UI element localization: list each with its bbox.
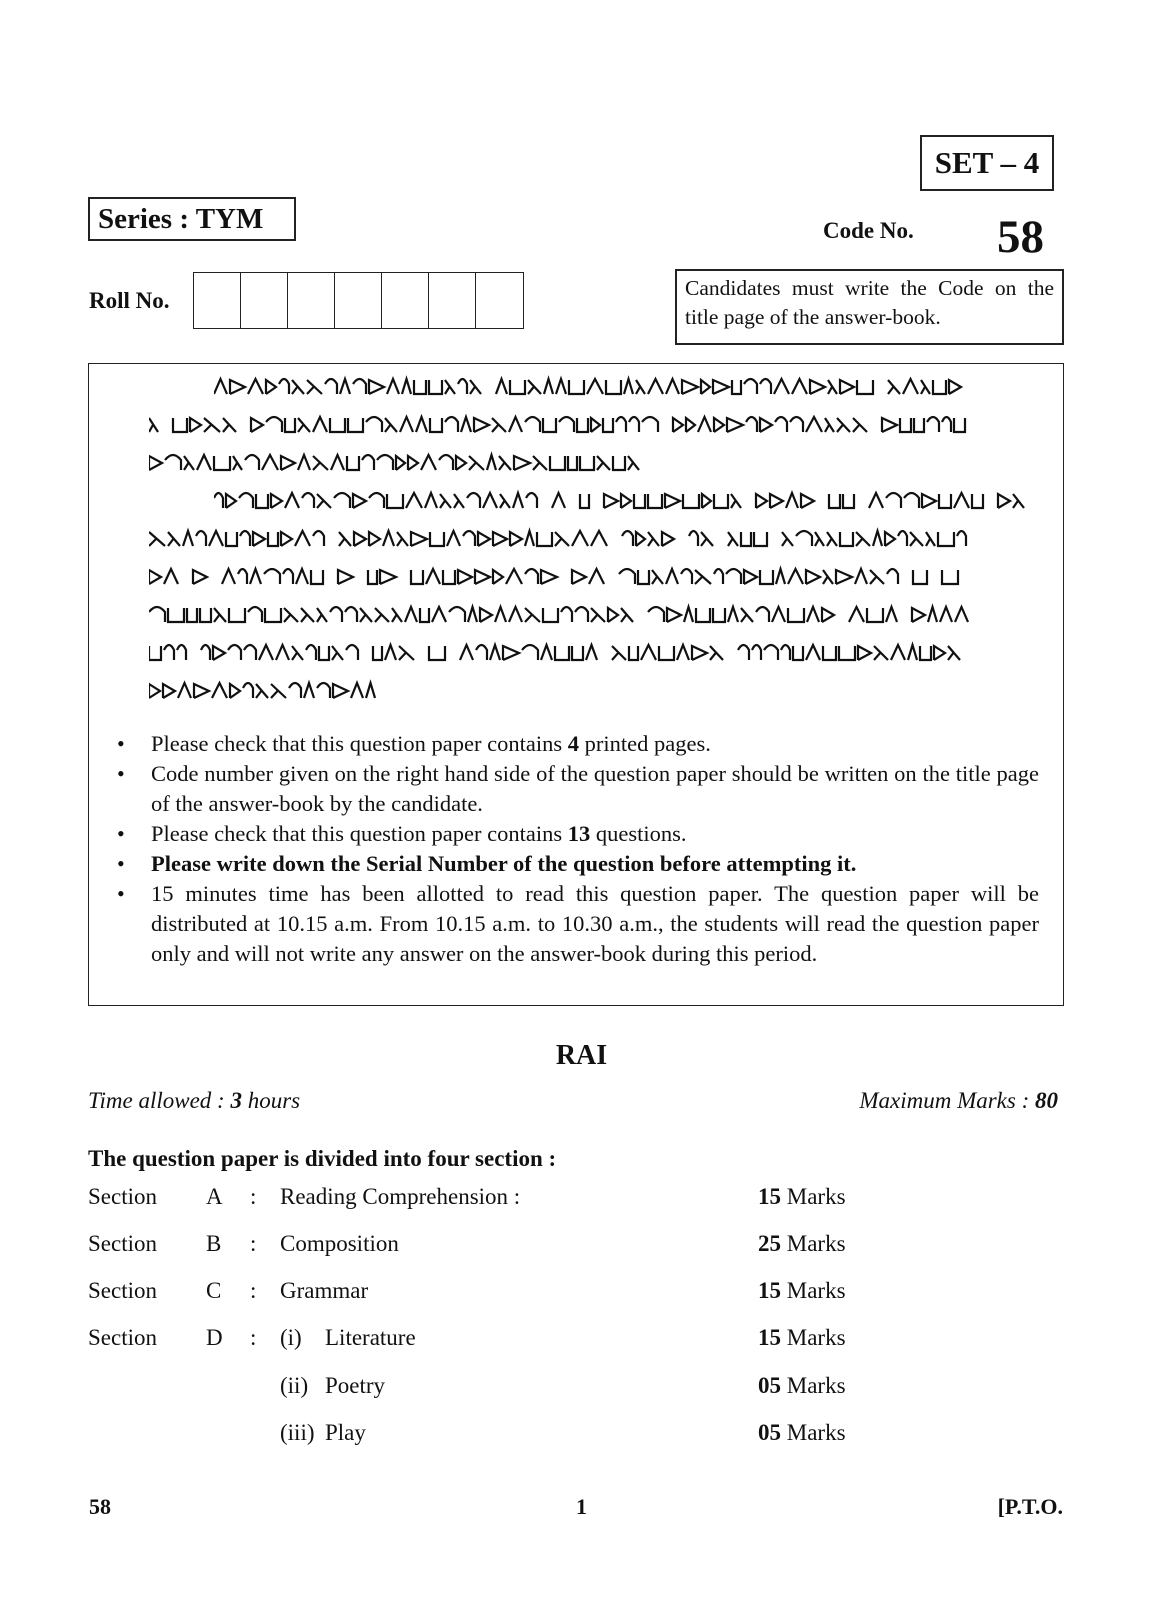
script-text-line (149, 564, 979, 590)
script-text-line (149, 678, 979, 704)
section-row (88, 1373, 988, 1405)
roll-number-grid[interactable] (193, 272, 524, 329)
instruction-list (109, 729, 1039, 969)
section-marks: 05 Marks (758, 1373, 846, 1398)
section-letter: A (206, 1184, 223, 1209)
script-text-line (149, 602, 979, 628)
roll-cell[interactable] (241, 273, 288, 328)
sections-heading: The question paper is divided into four section : (88, 1146, 557, 1171)
section-colon: : (250, 1231, 257, 1256)
section-colon: : (250, 1325, 257, 1350)
section-letter: C (206, 1278, 222, 1303)
section-name: Grammar (280, 1278, 369, 1303)
script-text-line (149, 640, 979, 666)
script-text-line (149, 526, 979, 552)
script-text-line (149, 450, 979, 476)
instruction-item: • Please check that this question paper contains 4 printed pages. (109, 729, 1039, 759)
section-name: Reading Comprehension : (280, 1184, 521, 1209)
roll-cell[interactable] (288, 273, 335, 328)
instruction-item: • Please write down the Serial Number of the question before attempting it. (109, 849, 1039, 879)
section-row (88, 1231, 988, 1263)
footer-code: 58 (89, 1494, 111, 1519)
roll-cell[interactable] (429, 273, 476, 328)
script-text-line (149, 412, 979, 438)
instruction-item: • Code number given on the right hand side of the question paper should be written on the title page of the answer-book by the candidate. (109, 759, 1039, 819)
roll-cell[interactable] (382, 273, 429, 328)
section-label: Section (88, 1325, 157, 1350)
series-label: Series : TYM (88, 197, 296, 241)
section-letter: D (206, 1325, 223, 1350)
subject-title: RAI (555, 1040, 608, 1071)
code-label: Code No. (823, 218, 914, 243)
section-letter: B (206, 1231, 222, 1256)
roll-cell[interactable] (476, 273, 523, 328)
time-allowed: Time allowed : 3 hours (88, 1088, 301, 1113)
section-marks: 05 Marks (758, 1420, 846, 1445)
section-subpart: (iii) (280, 1420, 315, 1445)
instructions-box (88, 363, 1064, 1006)
footer-pto: [P.T.O. (997, 1494, 1063, 1519)
section-subpart: (i) (280, 1325, 302, 1350)
section-row (88, 1420, 988, 1452)
set-label: SET – 4 (920, 135, 1054, 191)
roll-cell[interactable] (194, 273, 241, 328)
section-colon: : (250, 1278, 257, 1303)
instruction-item: • 15 minutes time has been allotted to read this question paper. The question paper will be distributed at 10.15 a.m. From 10.15 a.m. to 10.30 a.m., the students will read the question paper only and will not write any answer on the answer-book during this period. (109, 879, 1039, 969)
section-marks: 25 Marks (758, 1231, 846, 1256)
section-name: Poetry (325, 1373, 386, 1398)
section-label: Section (88, 1184, 157, 1209)
roll-cell[interactable] (335, 273, 382, 328)
section-row (88, 1278, 988, 1310)
section-marks: 15 Marks (758, 1325, 846, 1350)
section-colon: : (250, 1184, 257, 1209)
code-number: 58 (997, 211, 1044, 263)
section-name: Literature (325, 1325, 416, 1350)
section-marks: 15 Marks (758, 1184, 846, 1209)
footer-page-number: 1 (576, 1494, 587, 1519)
section-name: Composition (280, 1231, 399, 1256)
script-text-line (214, 488, 1044, 514)
time-value: 3 (230, 1088, 242, 1113)
roll-label: Roll No. (89, 288, 170, 313)
section-label: Section (88, 1278, 157, 1303)
section-row (88, 1184, 988, 1216)
section-row (88, 1325, 988, 1357)
section-name: Play (325, 1420, 366, 1445)
section-label: Section (88, 1231, 157, 1256)
maximum-marks: Maximum Marks : 80 (859, 1088, 1058, 1113)
marks-value: 80 (1035, 1088, 1058, 1113)
candidates-note: Candidates must write the Code on the title page of the answer-book. (675, 269, 1064, 345)
section-marks: 15 Marks (758, 1278, 846, 1303)
section-subpart: (ii) (280, 1373, 309, 1398)
script-text-line (214, 374, 1044, 400)
instruction-item: • Please check that this question paper contains 13 questions. (109, 819, 1039, 849)
